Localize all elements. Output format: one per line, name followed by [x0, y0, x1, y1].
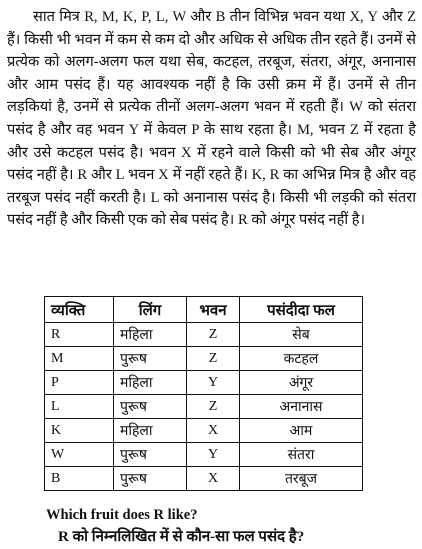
cell-building: Y	[187, 443, 240, 467]
solution-table	[44, 296, 363, 491]
question-hindi: R को निम्नलिखित में से कौन-सा फल पसंद है?	[58, 529, 305, 545]
cell-fruit: तरबूज	[240, 467, 363, 491]
cell-gender: महिला	[114, 371, 187, 395]
cell-person: P	[45, 371, 114, 395]
table-row	[45, 395, 363, 419]
table-row	[45, 419, 363, 443]
cell-person: M	[45, 347, 114, 371]
cell-person: R	[45, 323, 114, 347]
cell-fruit: आम	[240, 419, 363, 443]
header-building: भवन	[187, 297, 240, 323]
cell-gender: महिला	[114, 323, 187, 347]
cell-building: Z	[187, 395, 240, 419]
cell-building: Z	[187, 323, 240, 347]
cell-gender: पुरूष	[114, 347, 187, 371]
cell-gender: पुरूष	[114, 395, 187, 419]
table-row	[45, 371, 363, 395]
header-person: व्यक्ति	[45, 297, 114, 323]
header-gender: लिंग	[114, 297, 187, 323]
cell-gender: पुरूष	[114, 443, 187, 467]
cell-building: Y	[187, 371, 240, 395]
cell-person: L	[45, 395, 114, 419]
table-row	[45, 323, 363, 347]
cell-fruit: कटहल	[240, 347, 363, 371]
cell-building: X	[187, 419, 240, 443]
cell-fruit: सेब	[240, 323, 363, 347]
cell-building: Z	[187, 347, 240, 371]
cell-fruit: अनानास	[240, 395, 363, 419]
header-fruit: पसंदीदा फल	[240, 297, 363, 323]
cell-building: X	[187, 467, 240, 491]
question-english: Which fruit does R like?	[46, 507, 198, 523]
cell-person: W	[45, 443, 114, 467]
table-row	[45, 467, 363, 491]
cell-person: B	[45, 467, 114, 491]
cell-fruit: संतरा	[240, 443, 363, 467]
table-row	[45, 443, 363, 467]
cell-fruit: अंगूर	[240, 371, 363, 395]
cell-gender: महिला	[114, 419, 187, 443]
table-header-row	[45, 297, 363, 323]
puzzle-passage: सात मित्र R, M, K, P, L, W और B तीन विभिन्न भवन यथा X, Y और Z हैं। किसी भी भवन में कम से कम दो और अधिक से अधिक तीन रहते हैं। उनमें से प्रत्येक को अलग-अलग फल यथा सेब, कटहल, तरबूज, संतरा, अंगूर, अनानास और आम पसंद हैं। यह आवश्यक नहीं है कि उसी क्रम में हैं। उनमें से तीन लड़कियां है, उनमें से प्रत्येक तीनों अलग-अलग भवन में रहती हैं। W को संतरा पसंद है और वह भवन Y में केवल P के साथ रहता है। M, भवन Z में रहता है और उसे कटहल पसंद है। भवन X में रहने वाले किसी को भी सेब और अंगूर पसंद नहीं है। R और L भवन X में नहीं रहते हैं। K, R का अभिन्न मित्र है और वह तरबूज पसंद नहीं करती है। L को अनानास पसंद है। किसी भी लड़की को संतरा पसंद नहीं है और किसी एक को सेब पसंद है। R को अंगूर पसंद नहीं है।	[7, 9, 416, 229]
table-row	[45, 347, 363, 371]
cell-gender: पुरूष	[114, 467, 187, 491]
cell-person: K	[45, 419, 114, 443]
